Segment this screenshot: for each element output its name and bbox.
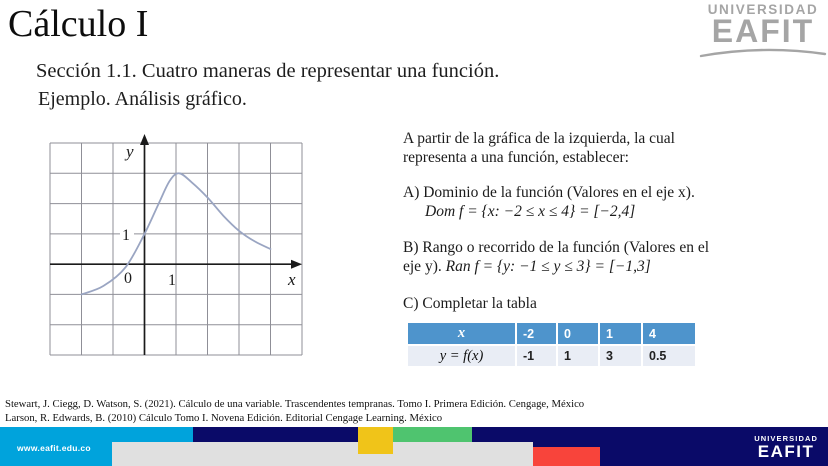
item-b-line1: B) Rango o recorrido de la función (Valores en el (403, 239, 710, 256)
y-tick-1-label: 1 (122, 227, 130, 244)
problem-intro-line1: A partir de la gráfica de la izquierda, la cual (403, 130, 675, 147)
table-header-cell: 0 (558, 323, 598, 344)
x-axis-label: x (288, 270, 296, 289)
footer-navy-stripe (472, 427, 533, 442)
table-data-cell: 1 (558, 346, 598, 366)
eafit-logo-bottom-eafit: EAFIT (757, 442, 815, 461)
citation-line: Larson, R. Edwards, B. (2010) Cálculo Tomo I. Novena Edición. Editorial Cengage Learning. México (5, 411, 443, 424)
item-b-line2-prefix: eje y). (403, 258, 446, 275)
eafit-logo-top-universidad: UNIVERSIDAD (707, 2, 819, 17)
section-heading: Sección 1.1. Cuatro maneras de representar una función. (36, 60, 500, 82)
table-header-cell: -2 (517, 323, 556, 344)
item-a-line1: A) Dominio de la función (Valores en el eje x). (403, 184, 695, 201)
function-graph (44, 133, 308, 370)
eafit-logo-bottom-universidad: UNIVERSIDAD (754, 434, 818, 443)
eafit-logo-top (699, 3, 827, 64)
problem-intro-line2: representa a una función, establecer: (403, 149, 629, 166)
x-axis-arrow-icon (291, 260, 302, 269)
citations (5, 398, 584, 425)
eafit-logo-swoosh-icon (699, 47, 827, 59)
item-b-line2 (403, 257, 733, 276)
table-header-row (408, 323, 695, 344)
table-header-cell: 1 (600, 323, 641, 344)
table-header-x: x (408, 323, 515, 344)
table-row-label: y = f(x) (408, 346, 515, 366)
footer-red-block (533, 447, 600, 466)
table-data-cell: 0.5 (643, 346, 695, 366)
page-title: Cálculo I (8, 3, 149, 45)
problem-intro (403, 129, 733, 167)
function-graph-svg (44, 133, 308, 365)
table-header-cell: 4 (643, 323, 695, 344)
table-data-cell: -1 (517, 346, 556, 366)
example-heading: Ejemplo. Análisis gráfico. (38, 88, 247, 110)
x-tick-1-label: 1 (168, 272, 176, 289)
values-table (408, 323, 695, 368)
footer-yellow-block (358, 427, 393, 454)
table-data-cell: 3 (600, 346, 641, 366)
eafit-logo-bottom (754, 435, 818, 460)
item-a (403, 183, 733, 221)
footer-bar (0, 427, 828, 466)
item-b-range-expression: Ran f = {y: −1 ≤ y ≤ 3} = [−1,3] (445, 258, 651, 275)
footer-url[interactable]: www.eafit.edu.co (17, 443, 91, 453)
eafit-logo-top-eafit: EAFIT (711, 13, 815, 49)
table-data-row (408, 346, 695, 366)
item-a-domain-expression: Dom f = {x: −2 ≤ x ≤ 4} = [−2,4] (425, 203, 636, 220)
origin-label: 0 (124, 270, 132, 287)
citation-line: Stewart, J. Ciegg, D. Watson, S. (2021). Cálculo de una variable. Trascendentes tempranas. Tomo I. Primera Edición. Cengage, México (5, 398, 585, 410)
footer-gray-block (112, 442, 533, 466)
footer-navy-stripe (193, 427, 358, 442)
y-axis-arrow-icon (140, 134, 149, 145)
footer-green-stripe (393, 427, 472, 442)
item-c: C) Completar la tabla (403, 295, 537, 312)
y-axis-label: y (126, 142, 134, 161)
item-b (403, 238, 733, 276)
